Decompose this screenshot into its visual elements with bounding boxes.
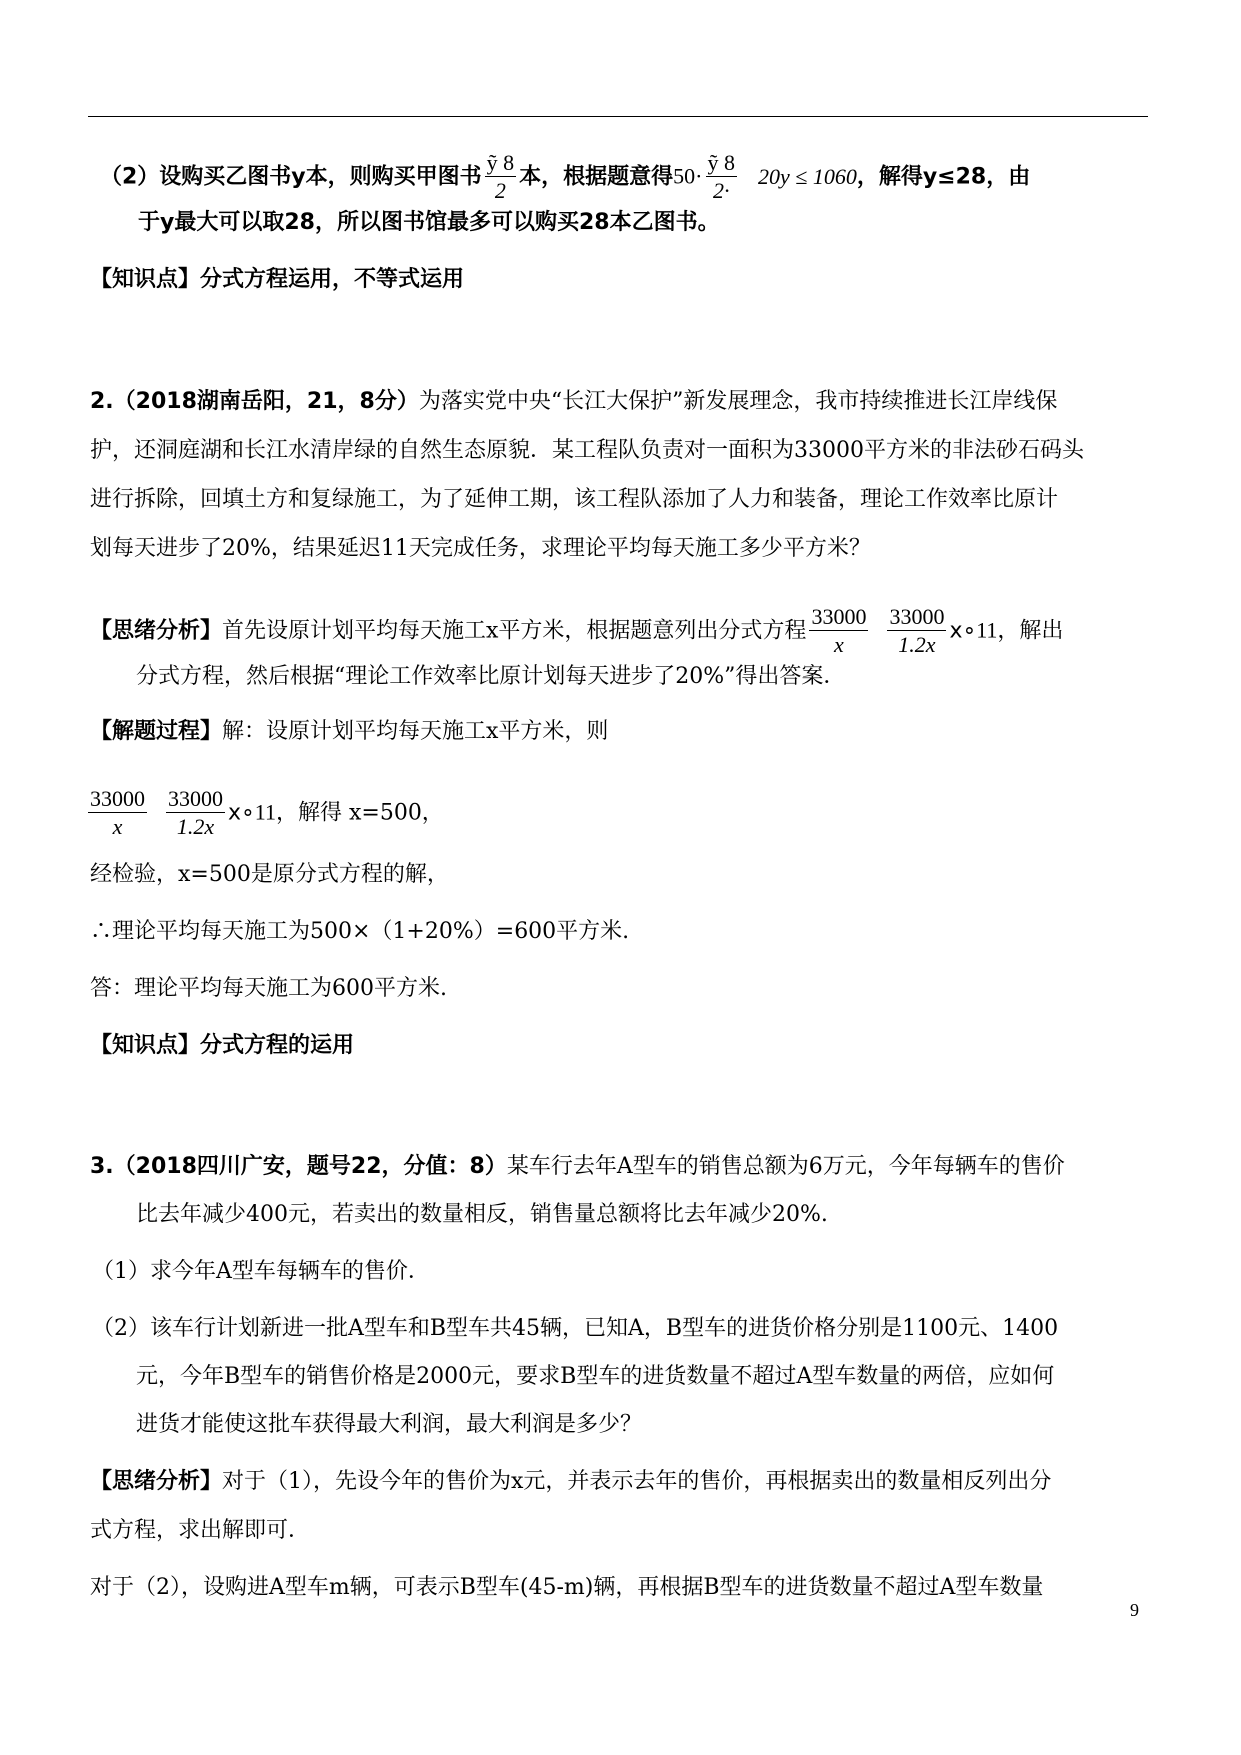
q2-text-1: 为落实党中央“长江大保护”新发展理念，我市持续推进长江岸线保 — [418, 389, 1058, 414]
q2-line2: 护，还洞庭湖和长江水清岸绿的自然生态原貌．某工程队负责对一面积为33000平方米的非法砂石码头 — [90, 438, 1084, 463]
s2-text-2: ，解得 x=500， — [275, 800, 444, 826]
a2-label: 【思绪分析】 — [90, 618, 223, 644]
q3-line1 — [90, 1152, 1065, 1182]
fraction-2-num: ỹ 8 — [707, 150, 735, 175]
p1-line1 — [100, 150, 1030, 205]
q3-part2-line3: 进货才能使这批车获得最大利润，最大利润是多少？ — [136, 1412, 643, 1437]
fraction-s2-1-den: x — [112, 814, 123, 839]
s2-line1 — [90, 717, 608, 747]
s2-line4: ∴理论平均每天施工为500×（1+20%）=600平方米. — [90, 919, 630, 944]
q2-head: 2.（2018湖南岳阳，21，8分） — [90, 389, 419, 414]
s2-text-1: 解：设原计划平均每天施工x平方米，则 — [222, 719, 609, 744]
fraction-2 — [706, 150, 738, 205]
fraction-2-den: 2· — [713, 178, 730, 203]
fraction-a2-1 — [809, 604, 868, 659]
p1-text-e: ，解得y≤28，由 — [856, 164, 1031, 190]
a3-line3: 对于（2），设购进A型车m辆，可表示B型车(45-m)辆，再根据B型车的进货数量不超过A型车数量 — [90, 1575, 1044, 1600]
s2-line5: 答：理论平均每天施工为600平方米. — [90, 976, 447, 1001]
q3-text-1: 某车行去年A型车的销售总额为6万元，今年每辆车的售价 — [506, 1154, 1065, 1179]
s2-eq: ⅹ∘11 — [228, 799, 276, 825]
a3-text-1: 对于（1），先设今年的售价为x元，并表示去年的售价，再根据卖出的数量相反列出分 — [222, 1469, 1052, 1494]
q2-line3: 进行拆除，回填土方和复绿施工，为了延伸工期，该工程队添加了人力和装备，理论工作效率比原计 — [90, 487, 1059, 512]
fraction-s2-2-den: 1.2x — [176, 814, 215, 839]
fraction-a2-2-den: 1.2x — [898, 632, 936, 657]
header-rule — [88, 116, 1148, 117]
p1-text-d: 20y ≤ 1060 — [758, 163, 857, 189]
p1-line2: 于y最大可以取28，所以图书馆最多可以购买28本乙图书。 — [138, 210, 720, 235]
p1-text-b: 本，根据题意得 — [519, 164, 674, 190]
fraction-s2-1-num: 33000 — [90, 786, 145, 811]
q2-line1 — [90, 387, 1057, 417]
a2-text-1: 首先设原计划平均每天施工x平方米，根据题意列出分式方程 — [222, 618, 807, 644]
fraction-a2-1-num: 33000 — [811, 604, 867, 629]
fraction-a2-1-den: x — [834, 632, 844, 657]
q2-line4: 划每天进步了20%，结果延迟11天完成任务，求理论平均每天施工多少平方米？ — [90, 536, 871, 561]
p1-text-c: 50· — [673, 163, 703, 189]
a3-line1 — [90, 1467, 1051, 1497]
a3-line2: 式方程，求出解即可． — [90, 1518, 311, 1543]
q3-head: 3.（2018四川广安，题号22，分值：8） — [90, 1154, 507, 1179]
a2-eq: ⅹ∘11 — [949, 617, 998, 643]
fraction-1-den: 2 — [494, 178, 506, 203]
fraction-s2-1 — [88, 786, 147, 841]
knowledge-2: 【知识点】分式方程的运用 — [90, 1033, 355, 1058]
fraction-1-num: ỹ 8 — [486, 150, 515, 175]
q3-part1: （1）求今年A型车每辆车的售价． — [92, 1259, 430, 1284]
a2-text-3: ，解出 — [997, 618, 1064, 644]
fraction-1 — [485, 150, 517, 205]
q3-part2-line2: 元，今年B型车的销售价格是2000元，要求B型车的进货数量不超过A型车数量的两倍，应如何 — [136, 1364, 1055, 1389]
knowledge-1: 【知识点】分式方程运用，不等式运用 — [90, 267, 465, 292]
fraction-s2-2-num: 33000 — [168, 786, 223, 811]
fraction-a2-2 — [887, 604, 946, 659]
a2-line2: 分式方程，然后根据“理论工作效率比原计划每天进步了20%”得出答案． — [136, 664, 846, 689]
s2-line2 — [88, 786, 444, 841]
a3-label: 【思绪分析】 — [90, 1469, 223, 1494]
fraction-s2-2 — [166, 786, 225, 841]
s2-line3: 经检验，x=500是原分式方程的解， — [90, 862, 449, 887]
fraction-a2-2-num: 33000 — [889, 604, 945, 629]
q3-part2-line1: （2）该车行计划新进一批A型车和B型车共45辆，已知A，B型车的进货价格分别是1100元、1400 — [92, 1316, 1059, 1341]
q3-line2: 比去年减少400元，若卖出的数量相反，销售量总额将比去年减少20%. — [136, 1202, 828, 1227]
page-number: 9 — [1130, 1600, 1139, 1620]
p1-text-a: （2）设购买乙图书y本，则购买甲图书 — [100, 164, 482, 190]
a2-line1 — [90, 604, 1063, 659]
s2-label: 【解题过程】 — [90, 719, 223, 744]
